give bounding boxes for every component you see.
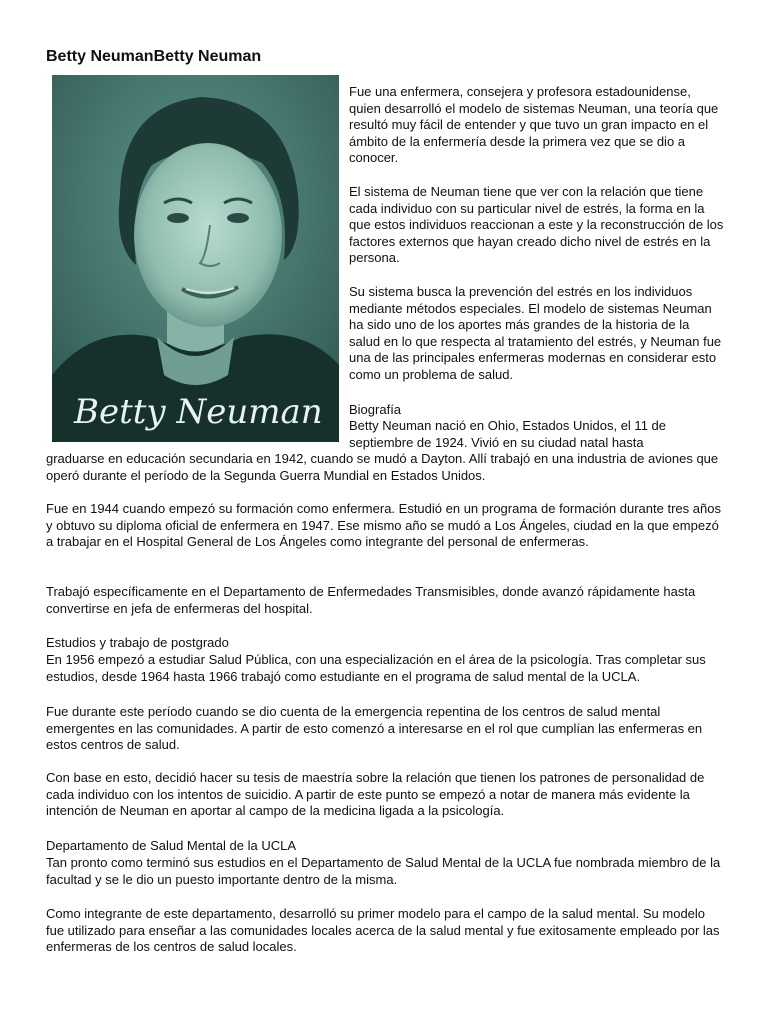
signature: Betty Neuman [74,392,323,432]
ucla-heading: Departamento de Salud Mental de la UCLA [46,838,297,853]
paragraph-biography-continued: graduarse en educación secundaria en 1942, cuando se mudó a Dayton. Allí trabajó en una industria de aviones que operó durante el período de la Segunda Guerra Mundial en Estados Unidos. [46,451,719,483]
paragraph-nursing-training: Fue en 1944 cuando empezó su formación como enfermera. Estudió en un programa de formación durante tres años y obtuvo su diploma oficial de enfermera en 1947. Ese mismo año se mudó a Los Ángeles, ciudad en la que empezó a trabajar en el Hospital General de Los Ángeles como integrante del personal de enfermeras. [46,501,721,550]
portrait-illustration [52,75,339,442]
paragraph-prevention: Su sistema busca la prevención del estrés en los individuos mediante métodos especiales. El modelo de sistemas Neuman ha sido uno de los aportes más grandes de la historia de la salud en lo que respecta al tratamiento del estrés, y Neuman fue una de las principales enfermeras modernas en considerar esto como un problema de salud. [349,284,722,382]
paragraph-intro: Fue una enfermera, consejera y profesora estadounidense, quien desarrolló el modelo de sistemas Neuman, una teoría que resultó muy fácil de entender y que tuvo un gran impacto en el ámbito de la enfermería desde la primera vez que se dio a conocer. [349,84,719,166]
paragraph-mental-health-centers: Fue durante este período cuando se dio cuenta de la emergencia repentina de los centros de salud mental emergentes en las comunidades. A partir de esto comenzó a interesarse en el rol que cumplían las enfermeras en estos centros de salud. [46,704,703,753]
paragraph-system: El sistema de Neuman tiene que ver con la relación que tiene cada individuo con su particular nivel de estrés, la forma en la que estos individuos reaccionan a este y la reconstrucción de los factores externos que hayan creado dicho nivel de estrés en la persona. [349,184,724,266]
paragraph-thesis: Con base en esto, decidió hacer su tesis de maestría sobre la relación que tienen los patrones de personalidad de cada individuo con los intentos de suicidio. A partir de este punto se empezó a notar de manera más evidente la intención de Neuman en aportar al campo de la medicina ligada a la psicología. [46,770,705,819]
biography-heading: Biografía [349,402,402,417]
paragraph-department: Trabajó específicamente en el Departamento de Enfermedades Transmisibles, donde avanzó rápidamente hasta convertirse en jefa de enfermeras del hospital. [46,584,696,616]
paragraph-public-health: En 1956 empezó a estudiar Salud Pública, con una especialización en el área de la psicología. Tras completar sus estudios, desde 1964 hasta 1966 trabajó como estudiante en el programa de salud mental de la UCLA. [46,652,706,684]
postgrad-heading: Estudios y trabajo de postgrado [46,635,229,650]
paragraph-model: Como integrante de este departamento, desarrolló su primer modelo para el campo de la salud mental. Su modelo fue utilizado para enseñar a las comunidades locales acerca de la salud mental y fue exitosamente empleado por las enfermeras de los centros de salud locales. [46,906,720,955]
paragraph-biography-start: Betty Neuman nació en Ohio, Estados Unidos, el 11 de septiembre de 1924. Vivió en su ciudad natal hasta [349,418,667,450]
paragraph-faculty: Tan pronto como terminó sus estudios en el Departamento de Salud Mental de la UCLA fue nombrada miembro de la facultad y se le dio un puesto importante dentro de la misma. [46,855,721,887]
document-title: Betty NeumanBetty Neuman [46,48,262,65]
portrait-photo [52,75,339,442]
